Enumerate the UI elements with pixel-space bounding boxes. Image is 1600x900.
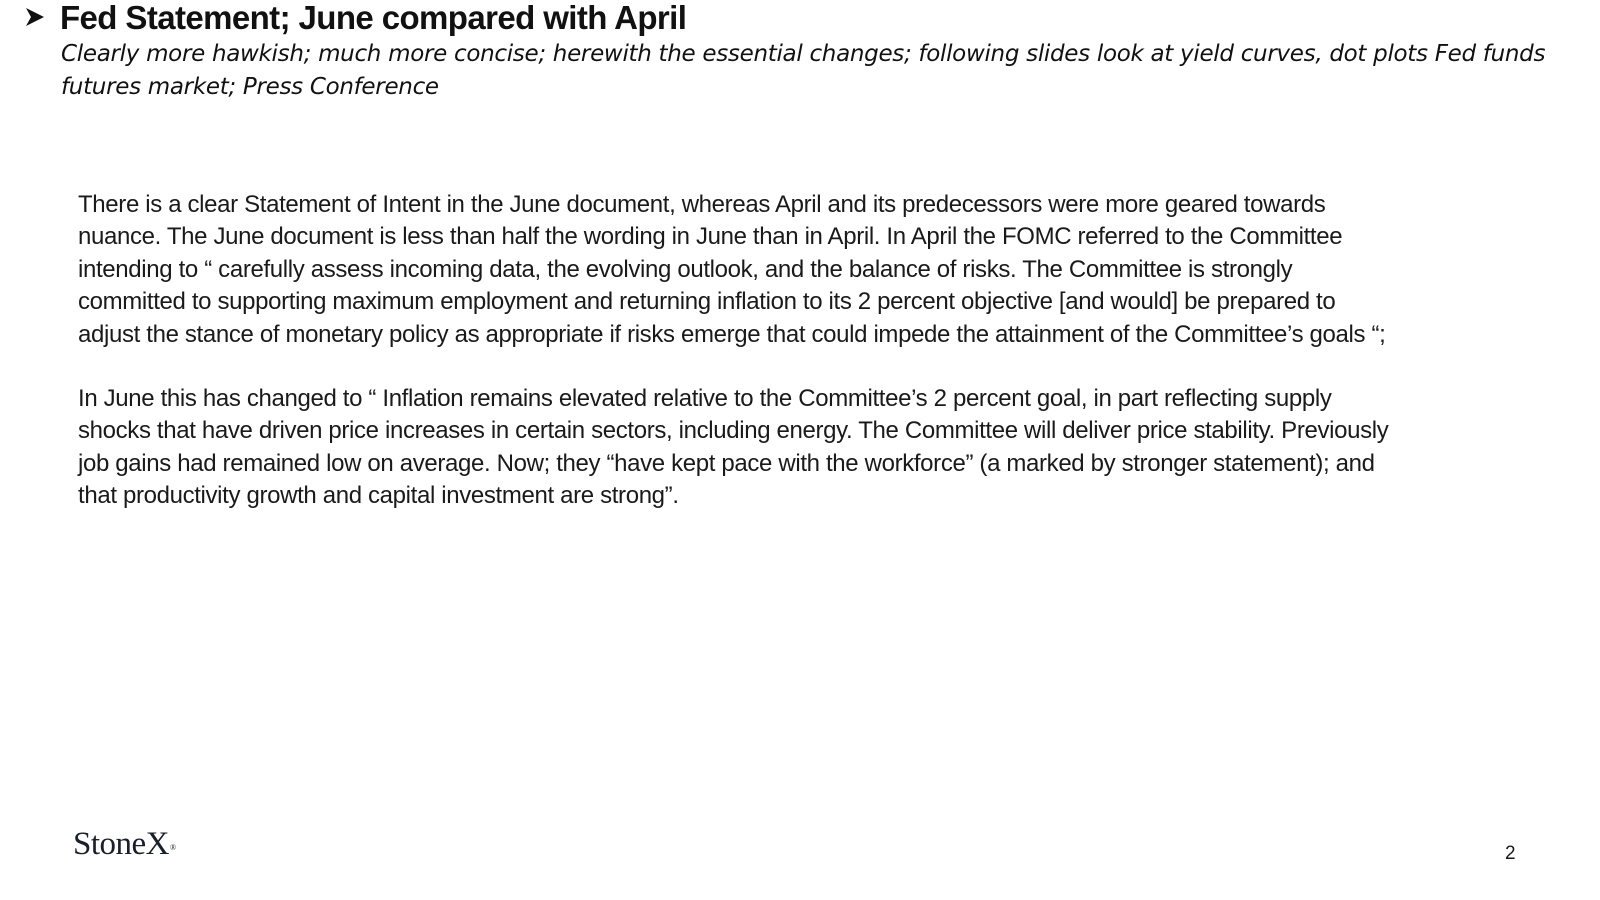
arrow-bullet-icon xyxy=(24,0,50,34)
paragraph-april: There is a clear Statement of Intent in the June document, whereas April and its predecessors were more geared towards nuance. The June document is less than half the wording in June than in April. In April the FOMC referred to the Committee intending to “ carefully assess incoming data, the evolving outlook, and the balance of risks. The Committee is strongly committed to supporting maximum employment and returning inflation to its 2 percent objective [and would] be prepared to adjust the stance of monetary policy as appropriate if risks emerge that could impede the attainment of the Committee’s goals “; xyxy=(78,191,1386,348)
stonex-logo xyxy=(73,826,176,862)
logo-text: StoneX xyxy=(73,826,169,862)
title-row xyxy=(24,0,686,36)
page-number: 2 xyxy=(1505,843,1516,864)
slide-subtitle: Clearly more hawkish; much more concise; herewith the essential changes; following slides look at yield curves, dot plots Fed funds futures market; Press Conference xyxy=(61,41,1546,100)
logo-registered-mark: ® xyxy=(170,843,176,852)
paragraph-june: In June this has changed to “ Inflation remains elevated relative to the Committee’s 2 percent goal, in part reflecting supply shocks that have driven price increases in certain sectors, including energy. The Committee will deliver price stability. Previously job gains had remained low on average. Now; they “have kept pace with the workforce” (a marked by stronger statement); and that productivity growth and capital investment are strong”. xyxy=(78,385,1389,510)
slide-title: Fed Statement; June compared with April xyxy=(60,0,687,36)
body-text xyxy=(78,189,1578,513)
